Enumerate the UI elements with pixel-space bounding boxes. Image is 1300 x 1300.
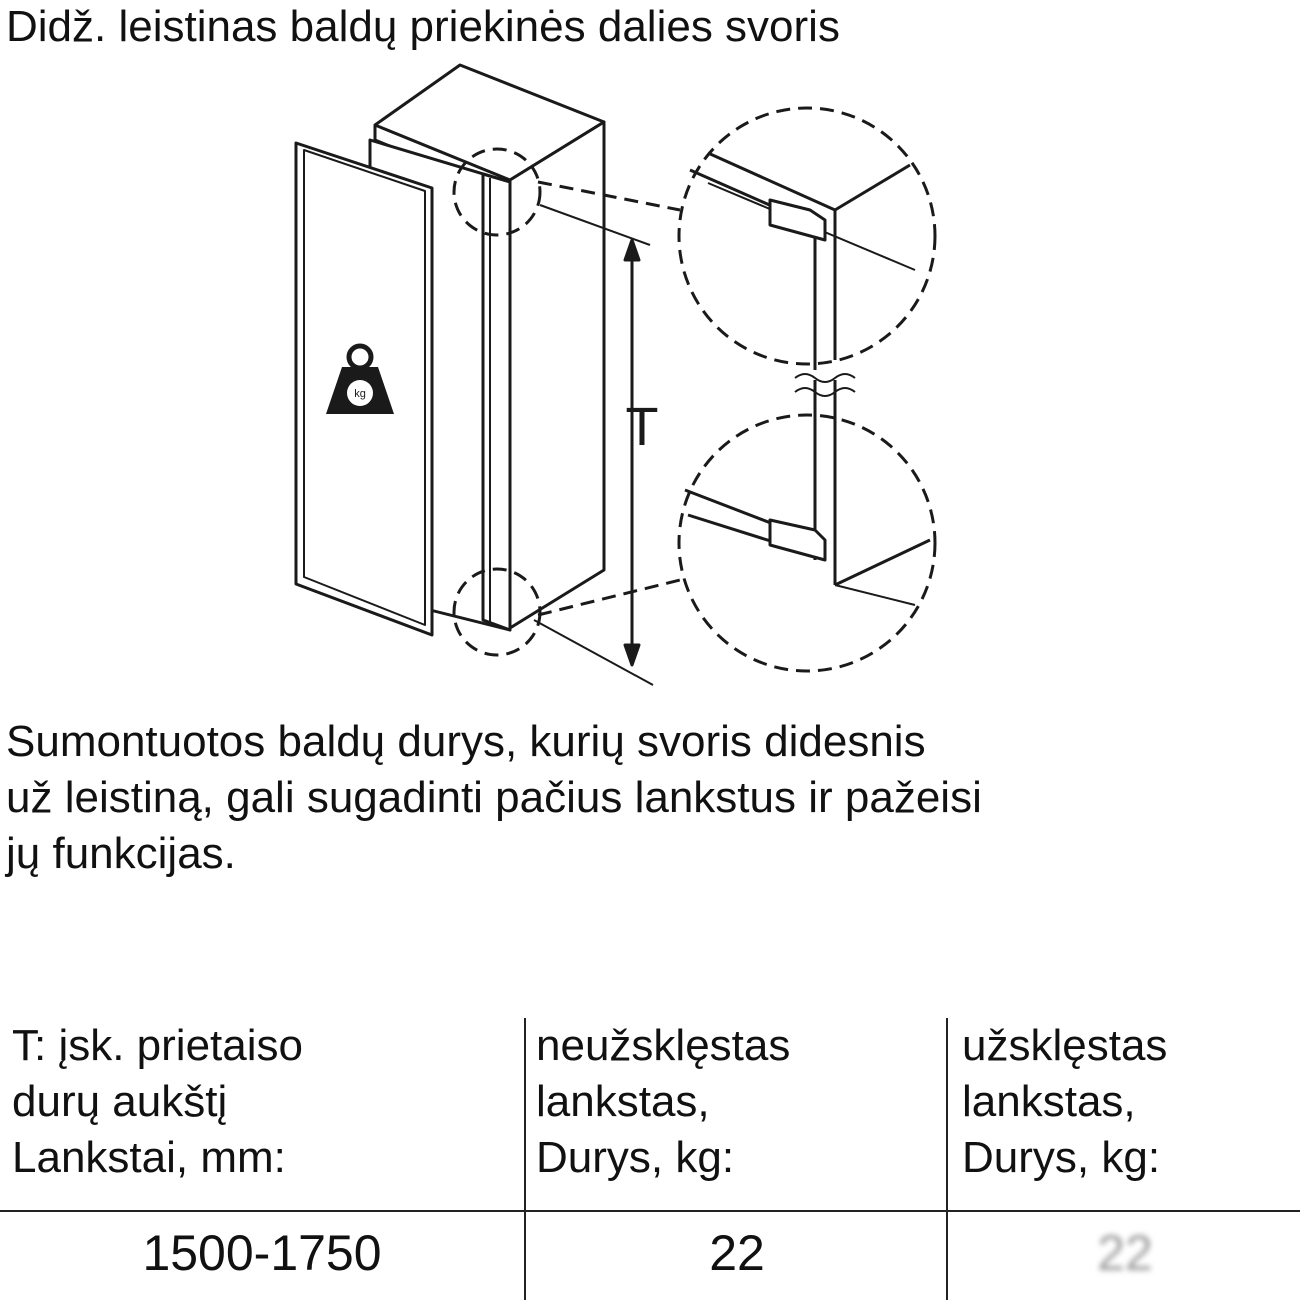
- installation-diagram: [270, 60, 970, 700]
- header-line: T: įsk. prietaiso: [12, 1021, 303, 1070]
- header-latched: [962, 1018, 1167, 1186]
- page-title: Didž. leistinas baldų priekinės dalies svoris: [6, 2, 840, 51]
- upper-hinge-detail: [690, 153, 915, 370]
- header-line: Durys, kg:: [536, 1133, 735, 1182]
- header-line: neužsklęstas: [536, 1021, 791, 1070]
- warning-text: [6, 714, 982, 882]
- header-line: Durys, kg:: [962, 1133, 1161, 1182]
- cell-latched-weight: 22: [1097, 1225, 1153, 1281]
- dimension-t-label: T: [625, 397, 659, 457]
- header-line: lankstas,: [962, 1077, 1136, 1126]
- hinge-spec-table: [0, 1018, 1300, 1300]
- header-line: užsklęstas: [962, 1021, 1168, 1070]
- header-height: [12, 1018, 303, 1186]
- warning-line: Sumontuotos baldų durys, kurių svoris didesnis: [6, 717, 926, 766]
- header-unlatched: [536, 1018, 790, 1186]
- weight-unit-label: kg: [354, 388, 366, 400]
- break-symbol: [795, 374, 855, 396]
- header-rule: [0, 1210, 1300, 1212]
- header-line: durų aukštį: [12, 1077, 228, 1126]
- header-line: Lankstai, mm:: [12, 1133, 286, 1182]
- warning-line: už leistiną, gali sugadinti pačius lankstus ir pažeisi: [6, 773, 982, 822]
- column-divider: [946, 1018, 948, 1300]
- column-divider: [524, 1018, 526, 1300]
- cell-unlatched-weight: 22: [709, 1225, 765, 1281]
- warning-line: jų funkcijas.: [6, 829, 236, 878]
- cell-height-range: 1500-1750: [142, 1225, 382, 1281]
- header-line: lankstas,: [536, 1077, 710, 1126]
